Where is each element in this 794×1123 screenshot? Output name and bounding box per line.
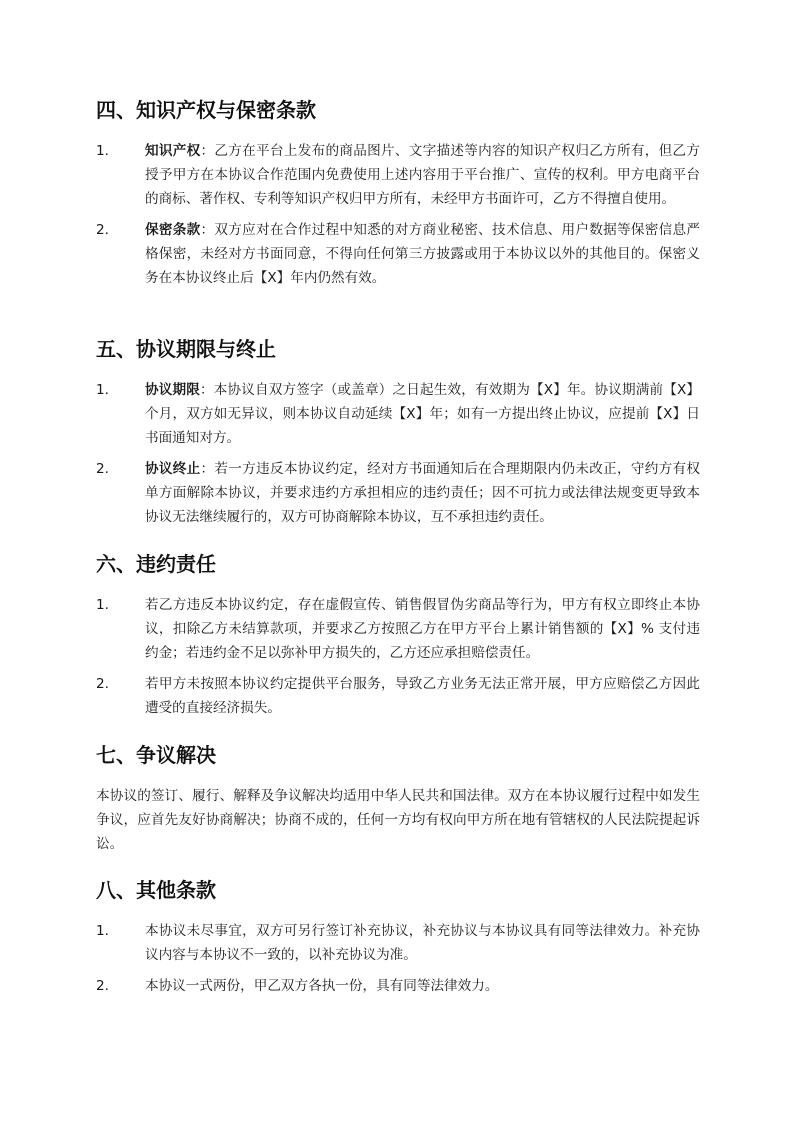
list-item <box>96 378 700 450</box>
item-number: 2. <box>96 222 109 238</box>
section-ip-confidentiality <box>96 96 700 290</box>
list-item <box>96 919 700 967</box>
item-text <box>145 457 700 529</box>
item-text <box>145 378 700 450</box>
item-body: ：双方应对在合作过程中知悉的对方商业秘密、技术信息、用户数据等保密信息严格保密，未经对方书面同意，不得向任何第三方披露或用于本协议以外的其他目的。保密义务在本协议终止后【X】年内仍然有效。 <box>145 222 700 286</box>
item-number: 2. <box>96 676 109 692</box>
section-term-termination <box>96 335 700 529</box>
item-body: ：若一方违反本协议约定，经对方书面通知后在合理期限内仍未改正，守约方有权单方面解除本协议，并要求违约方承担相应的违约责任；因不可抗力或法律法规变更导致本协议无法继续履行的，双方可协商解除本协议，互不承担违约责任。 <box>145 461 700 525</box>
list-item <box>96 672 700 720</box>
item-text: 若乙方违反本协议约定，存在虚假宣传、销售假冒伪劣商品等行为，甲方有权立即终止本协议，扣除乙方未结算款项，并要求乙方按照乙方在甲方平台上累计销售额的【X】% 支付违约金；若违约金不足以弥补甲方损失的，乙方还应承担赔偿责任。 <box>145 597 700 661</box>
item-text <box>145 139 700 211</box>
section-heading: 四、知识产权与保密条款 <box>96 98 316 122</box>
item-lead: 协议终止 <box>145 461 201 477</box>
item-lead: 保密条款 <box>145 222 201 238</box>
item-text: 本协议未尽事宜，双方可另行签订补充协议，补充协议与本协议具有同等法律效力。补充协议内容与本协议不一致的，以补充协议为准。 <box>145 923 700 963</box>
item-number: 1. <box>96 382 109 398</box>
item-number: 1. <box>96 597 109 613</box>
item-number: 1. <box>96 923 109 939</box>
item-text: 本协议一式两份，甲乙双方各执一份，具有同等法律效力。 <box>145 978 499 994</box>
list-item <box>96 139 700 211</box>
section-dispute-resolution <box>96 741 700 856</box>
list-item <box>96 593 700 665</box>
list-item <box>96 457 700 529</box>
section-liability <box>96 550 700 720</box>
section-other-terms <box>96 876 700 998</box>
section-heading: 六、违约责任 <box>96 552 216 576</box>
section-heading: 七、争议解决 <box>96 743 216 767</box>
list-item <box>96 974 700 998</box>
item-text <box>145 218 700 290</box>
item-number: 2. <box>96 461 109 477</box>
item-number: 2. <box>96 978 109 994</box>
item-lead: 知识产权 <box>145 143 201 159</box>
item-body: ：乙方在平台上发布的商品图片、文字描述等内容的知识产权归乙方所有，但乙方授予甲方在本协议合作范围内免费使用上述内容用于平台推广、宣传的权利。甲方电商平台的商标、著作权、专利等知识产权归甲方所有，未经甲方书面许可，乙方不得擅自使用。 <box>145 143 700 207</box>
item-lead: 协议期限 <box>145 382 200 398</box>
item-body: ：本协议自双方签字（或盖章）之日起生效，有效期为【X】年。协议期满前【X】个月，双方如无异议，则本协议自动延续【X】年；如有一方提出终止协议，应提前【X】日书面通知对方。 <box>145 382 701 446</box>
section-heading: 八、其他条款 <box>96 878 216 902</box>
section-paragraph: 本协议的签订、履行、解释及争议解决均适用中华人民共和国法律。双方在本协议履行过程中如发生争议，应首先友好协商解决；协商不成的，任何一方均有权向甲方所在地有管辖权的人民法院提起诉讼。 <box>96 788 700 852</box>
section-heading: 五、协议期限与终止 <box>96 337 276 361</box>
item-text: 若甲方未按照本协议约定提供平台服务，导致乙方业务无法正常开展，甲方应赔偿乙方因此遭受的直接经济损失。 <box>145 676 700 716</box>
list-item <box>96 218 700 290</box>
item-number: 1. <box>96 143 109 159</box>
